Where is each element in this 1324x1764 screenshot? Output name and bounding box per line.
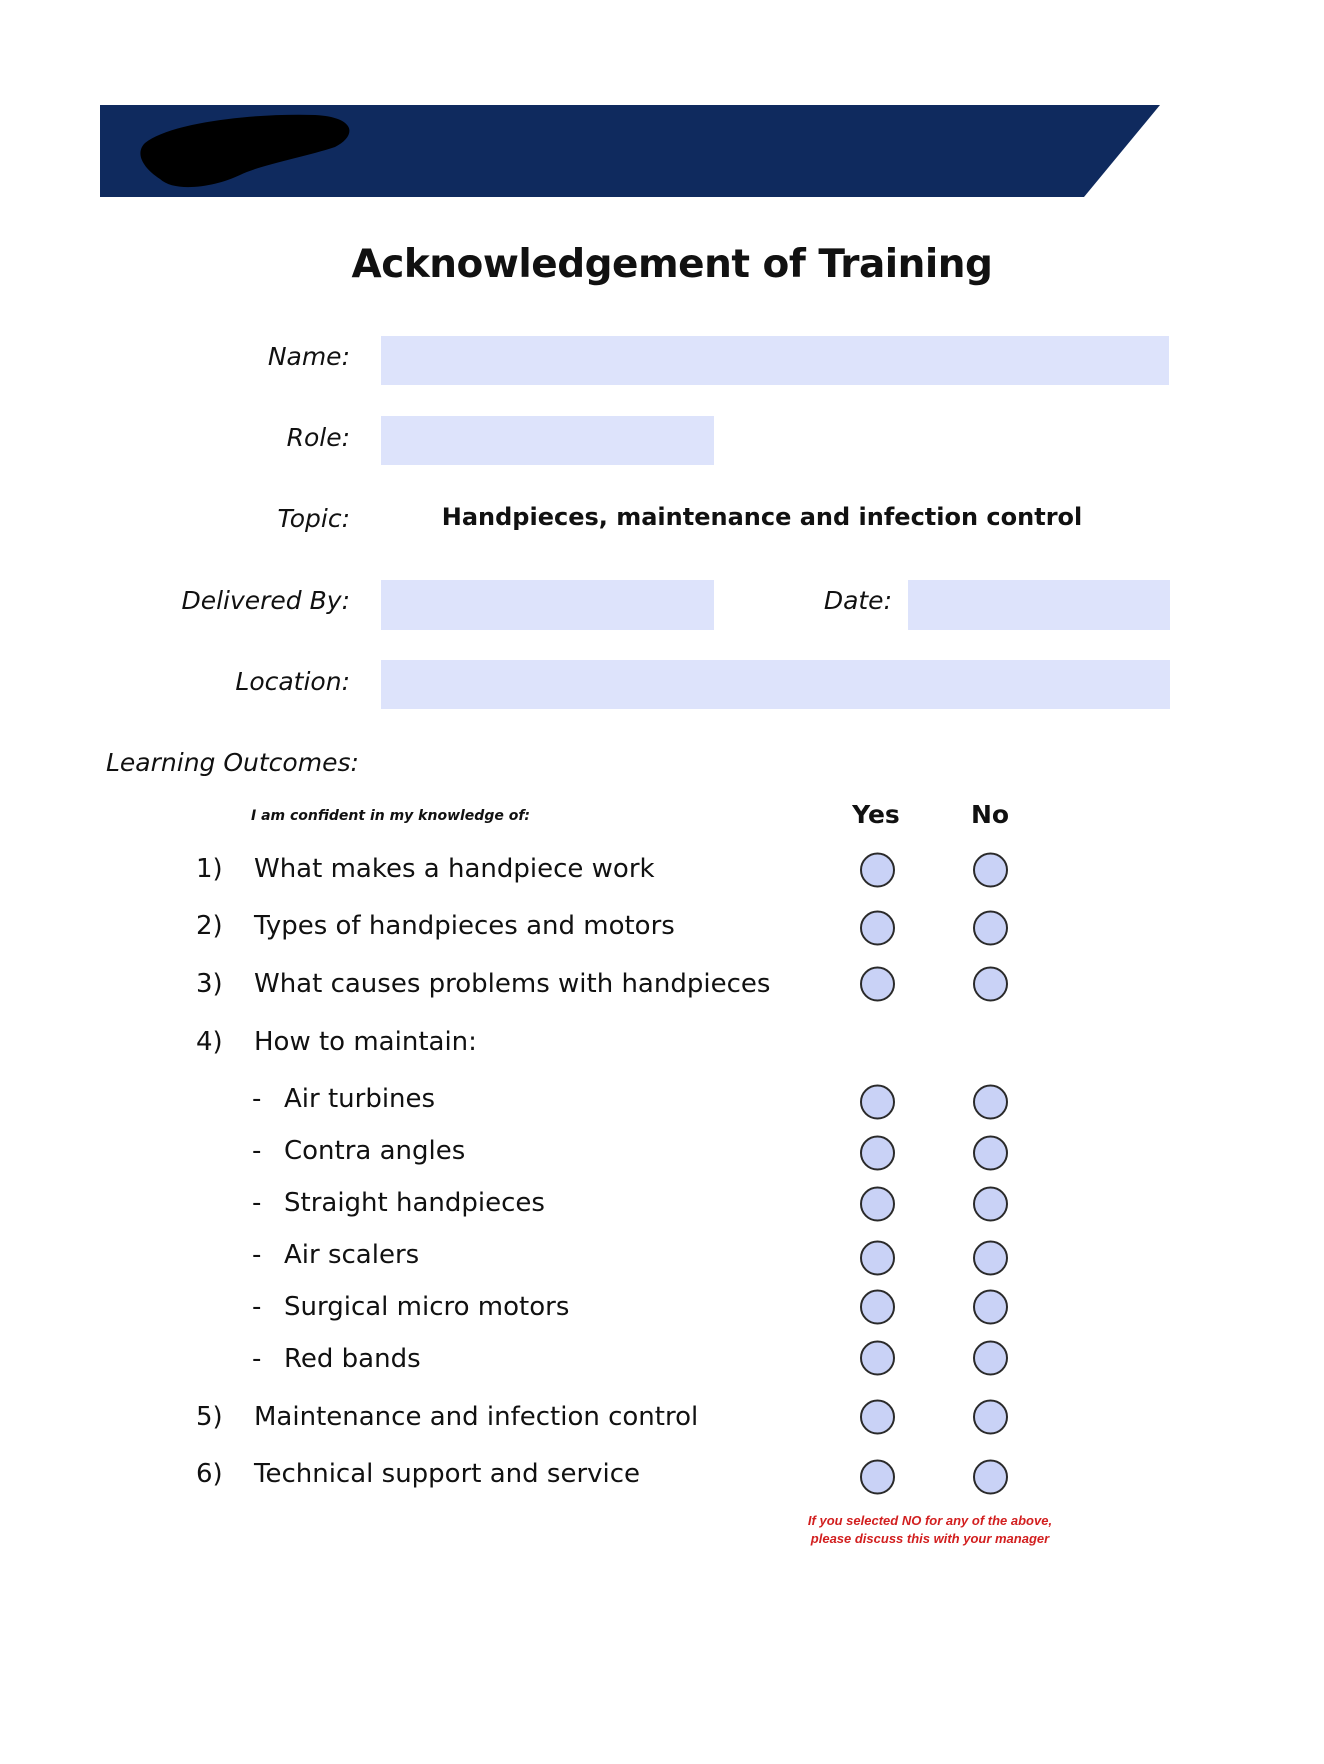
name-field[interactable] [381, 336, 1169, 385]
outcome-text: How to maintain: [254, 1027, 477, 1057]
no-radio[interactable] [973, 1290, 1008, 1325]
manager-note [800, 1512, 1060, 1548]
item-number: 3) [196, 969, 223, 999]
bullet-dash: - [252, 1084, 262, 1114]
bullet-dash: - [252, 1136, 262, 1166]
yes-radio[interactable] [860, 1290, 895, 1325]
date-label: Date: [823, 586, 892, 615]
confidence-intro: I am confident in my knowledge of: [251, 808, 531, 824]
outcome-text: Maintenance and infection control [254, 1402, 699, 1432]
no-column-header: No [970, 800, 1010, 829]
no-radio[interactable] [973, 1341, 1008, 1376]
no-radio[interactable] [973, 1136, 1008, 1171]
item-number: 2) [196, 911, 223, 941]
yes-radio[interactable] [860, 1341, 895, 1376]
no-radio[interactable] [973, 1241, 1008, 1276]
yes-column-header: Yes [852, 800, 900, 829]
yes-radio[interactable] [860, 1400, 895, 1435]
item-number: 4) [196, 1027, 223, 1057]
no-radio[interactable] [973, 1187, 1008, 1222]
outcome-text: Air turbines [284, 1084, 436, 1114]
learning-outcomes-label: Learning Outcomes: [106, 748, 359, 777]
page-title: Acknowledgement of Training [351, 242, 993, 287]
outcome-text: Straight handpieces [284, 1188, 545, 1218]
yes-radio[interactable] [860, 1460, 895, 1495]
no-radio[interactable] [973, 1400, 1008, 1435]
yes-radio[interactable] [860, 911, 895, 946]
yes-radio[interactable] [860, 1085, 895, 1120]
outcome-text: Red bands [284, 1344, 421, 1374]
outcome-text: Contra angles [284, 1136, 466, 1166]
outcome-text: Surgical micro motors [284, 1292, 570, 1322]
delivered-by-label: Delivered By: [181, 586, 350, 615]
bullet-dash: - [252, 1240, 262, 1270]
bullet-dash: - [252, 1344, 262, 1374]
outcome-text: Air scalers [284, 1240, 420, 1270]
name-label: Name: [267, 342, 350, 371]
role-field[interactable] [381, 416, 714, 465]
manager-note-line-2: please discuss this with your manager [810, 1531, 1050, 1546]
item-number: 6) [196, 1459, 223, 1489]
yes-radio[interactable] [860, 1187, 895, 1222]
no-radio[interactable] [973, 853, 1008, 888]
yes-radio[interactable] [860, 967, 895, 1002]
manager-note-line-1: If you selected NO for any of the above, [807, 1513, 1053, 1528]
outcome-text: What causes problems with handpieces [254, 969, 771, 999]
location-field[interactable] [381, 660, 1170, 709]
no-radio[interactable] [973, 911, 1008, 946]
delivered-by-field[interactable] [381, 580, 714, 630]
outcome-text: Technical support and service [254, 1459, 641, 1489]
bullet-dash: - [252, 1292, 262, 1322]
no-radio[interactable] [973, 967, 1008, 1002]
item-number: 5) [196, 1402, 223, 1432]
outcome-text: What makes a handpiece work [254, 854, 655, 884]
yes-radio[interactable] [860, 1136, 895, 1171]
location-label: Location: [235, 667, 350, 696]
topic-label: Topic: [277, 504, 350, 533]
outcome-text: Types of handpieces and motors [254, 911, 675, 941]
date-field[interactable] [908, 580, 1170, 630]
header-banner [100, 105, 1160, 197]
topic-value: Handpieces, maintenance and infection control [441, 503, 1083, 531]
bullet-dash: - [252, 1188, 262, 1218]
role-label: Role: [286, 423, 350, 452]
no-radio[interactable] [973, 1460, 1008, 1495]
item-number: 1) [196, 854, 223, 884]
yes-radio[interactable] [860, 1241, 895, 1276]
no-radio[interactable] [973, 1085, 1008, 1120]
yes-radio[interactable] [860, 853, 895, 888]
